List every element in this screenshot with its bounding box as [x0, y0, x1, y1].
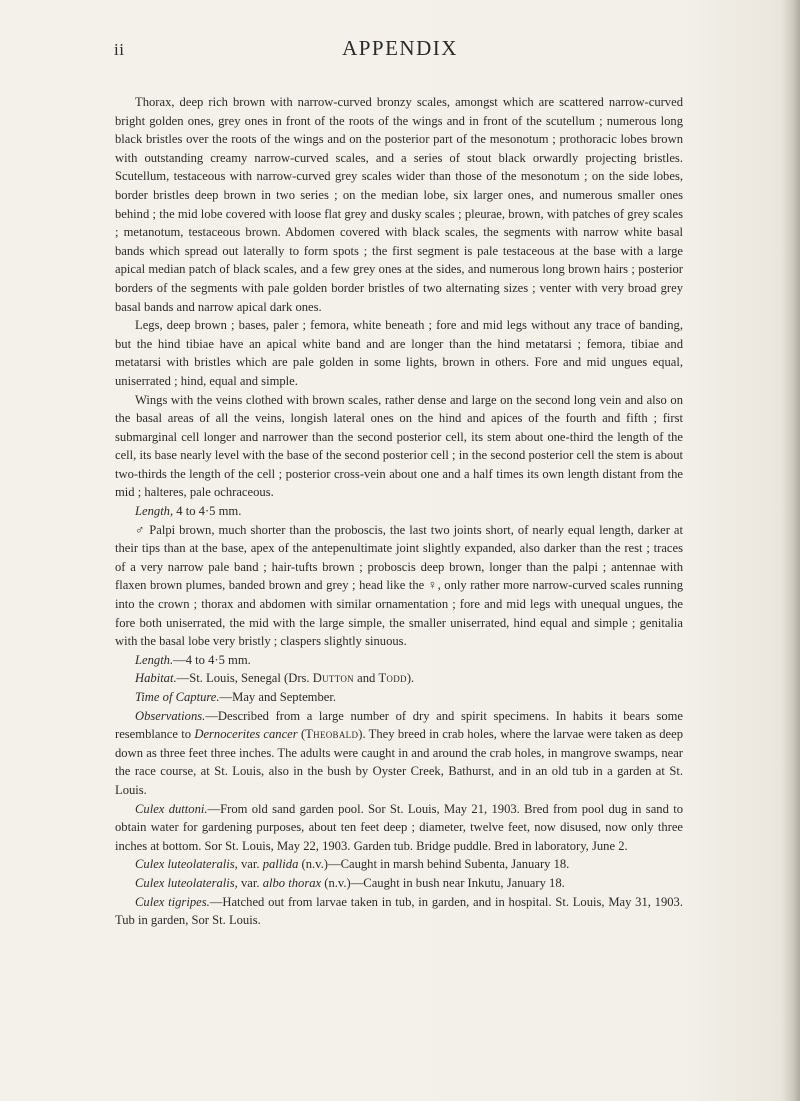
- habitat-label: Habitat.: [135, 671, 177, 686]
- paragraph-habitat: [115, 669, 683, 688]
- species-text: var.: [237, 875, 263, 890]
- habitat-text: and: [353, 671, 379, 686]
- body-text: [115, 93, 683, 930]
- author-name: Theobald: [305, 727, 359, 742]
- paragraph-capture: [115, 688, 683, 707]
- species-name: Dernocerites cancer: [194, 727, 298, 742]
- running-head: APPENDIX: [342, 36, 458, 60]
- variety-name: pallida: [262, 857, 299, 872]
- page-number: ii: [114, 40, 125, 59]
- observations-text: —Described from a large number of dry and spirit specimens. In habits it bears some resemblance to: [115, 708, 683, 742]
- collector-name: Todd: [378, 671, 407, 686]
- species-text: (n.v.)—Caught in bush near Inkutu, January 18.: [321, 875, 565, 890]
- page-edge-shadow: [782, 0, 800, 1101]
- species-text: var.: [237, 857, 263, 872]
- capture-text: —May and September.: [219, 690, 337, 704]
- habitat-text: ).: [406, 671, 415, 686]
- species-text: —From old sand garden pool. Sor St. Louis, May 21, 1903. Bred from pool dug in sand to obtain water for gardening purposes, about ten feet deep ; diameter, twelve feet, now disused, now only three inches at bottom. Sor St. Louis, May 22, 1903. Garden tub. Bridge puddle. Bred in laboratory, June 2.: [115, 801, 684, 853]
- species-label: Culex duttoni.: [135, 801, 208, 816]
- paragraph-observations: [115, 707, 683, 800]
- paragraph-culex-albo-thorax: [115, 874, 683, 893]
- length-label: Length.: [135, 652, 174, 667]
- habitat-text: —St. Louis, Senegal (Drs.: [176, 671, 313, 686]
- observations-text: (: [297, 727, 306, 742]
- paragraph-legs: Legs, deep brown ; bases, paler ; femora, white beneath ; fore and mid legs without any trace of banding, but the hind tibiae have an apical white band and are longer than the hind metatarsi ; femora, tibiae and metatarsi with bristles which are pale golden in some lights, brown in others. Fore and mid ungues equal, uniserrated ; hind, equal and simple.: [115, 318, 683, 388]
- male-symbol: ♂: [135, 522, 146, 537]
- observations-text: ). They breed in crab holes, where the larvae were taken as deep down as three feet three inches. The adults were caught in and around the crab holes, in mangrove swamps, near the race course, at St. Louis, also in the bush by Oyster Creek, Bathurst, and in an old tub in a garden at St. Louis.: [115, 727, 683, 797]
- male-description: Palpi brown, much shorter than the proboscis, the last two joints short, of nearly equal length, darker at their tips than at the base, apex of the antepenultimate joint slightly expanded, also darker than the rest ; traces of a very narrow pale band ; hair-tufts brown ; proboscis deep brown, longer than the palpi ; antennae with flaxen brown plumes, banded brown and grey ; head like the ♀, only rather more narrow-curved scales running into the crown ; thorax and abdomen with similar ornamentation ; fore and mid legs with unequal ungues, the fore both uniserrated, the mid with the large simple, the smaller uniserrated, hind equal and simple ; genitalia with the basal lobe very bristly ; claspers slightly sinuous.: [115, 522, 683, 649]
- capture-label: Time of Capture.: [135, 690, 220, 704]
- species-label: Culex luteolateralis,: [135, 875, 238, 890]
- observations-label: Observations.: [135, 708, 206, 723]
- length-value: 4 to 4·5 mm.: [173, 504, 242, 519]
- length-label: Length,: [135, 504, 174, 519]
- variety-name: albo thorax: [262, 875, 322, 890]
- paragraph-length-male: [115, 651, 683, 670]
- paragraph-culex-pallida: [115, 855, 683, 874]
- paragraph-male: [115, 521, 683, 651]
- length-value: —4 to 4·5 mm.: [173, 652, 251, 667]
- paragraph-wings: Wings with the veins clothed with brown scales, rather dense and large on the second long vein and also on the basal areas of all the veins, longish lateral ones on the hind and apices of the fourth and fifth ; first submarginal cell longer and narrower than the second posterior cell, its stem about one-third the length of the cell, its base nearly level with the base of the second posterior cell ; in the second posterior cell the stem is about two-thirds the length of the cell ; posterior cross-vein about one and a half times its own length distant from the mid ; halteres, pale ochraceous.: [115, 392, 683, 500]
- paragraph-culex-duttoni: [115, 800, 683, 856]
- paragraph-culex-tigripes: [115, 893, 683, 930]
- paragraph-thorax: Thorax, deep rich brown with narrow-curved bronzy scales, amongst which are scattered narrow-curved bright golden ones, grey ones in front of the roots of the wings and in front of the scutellum ; numerous long black bristles over the roots of the wings and on the posterior part of the mesonotum ; prothoracic lobes brown with outstanding creamy narrow-curved scales, and a series of stout black orwardly projecting bristles. Scutellum, testaceous with narrow-curved grey scales wider than those of the mesonotum ; on the side lobes, border bristles deep brown in two series ; on the median lobe, six larger ones, and numerous smaller ones behind ; the mid lobe covered with loose flat grey and dusky scales ; pleurae, brown, with patches of grey scales ; metanotum, testaceous brown. Abdomen covered with black scales, the segments with narrow white basal bands which spread out laterally to form spots ; the first segment is pale testaceous at the base with a large apical median patch of black scales, and a few grey ones at the sides, and numerous long brown hairs ; posterior borders of the segments with pale golden border bristles of two alternating sizes ; venter with very broad grey basal bands and narrow apical dark ones.: [115, 95, 683, 314]
- paragraph-length-female: [115, 502, 683, 521]
- species-text: (n.v.)—Caught in marsh behind Subenta, January 18.: [298, 857, 570, 872]
- species-text: —Hatched out from larvae taken in tub, in garden, and in hospital. St. Louis, May 31, 1903. Tub in garden, Sor St. Louis.: [115, 894, 684, 928]
- species-label: Culex tigripes.: [135, 894, 210, 909]
- species-label: Culex luteolateralis,: [135, 857, 238, 872]
- collector-name: Dutton: [312, 671, 354, 686]
